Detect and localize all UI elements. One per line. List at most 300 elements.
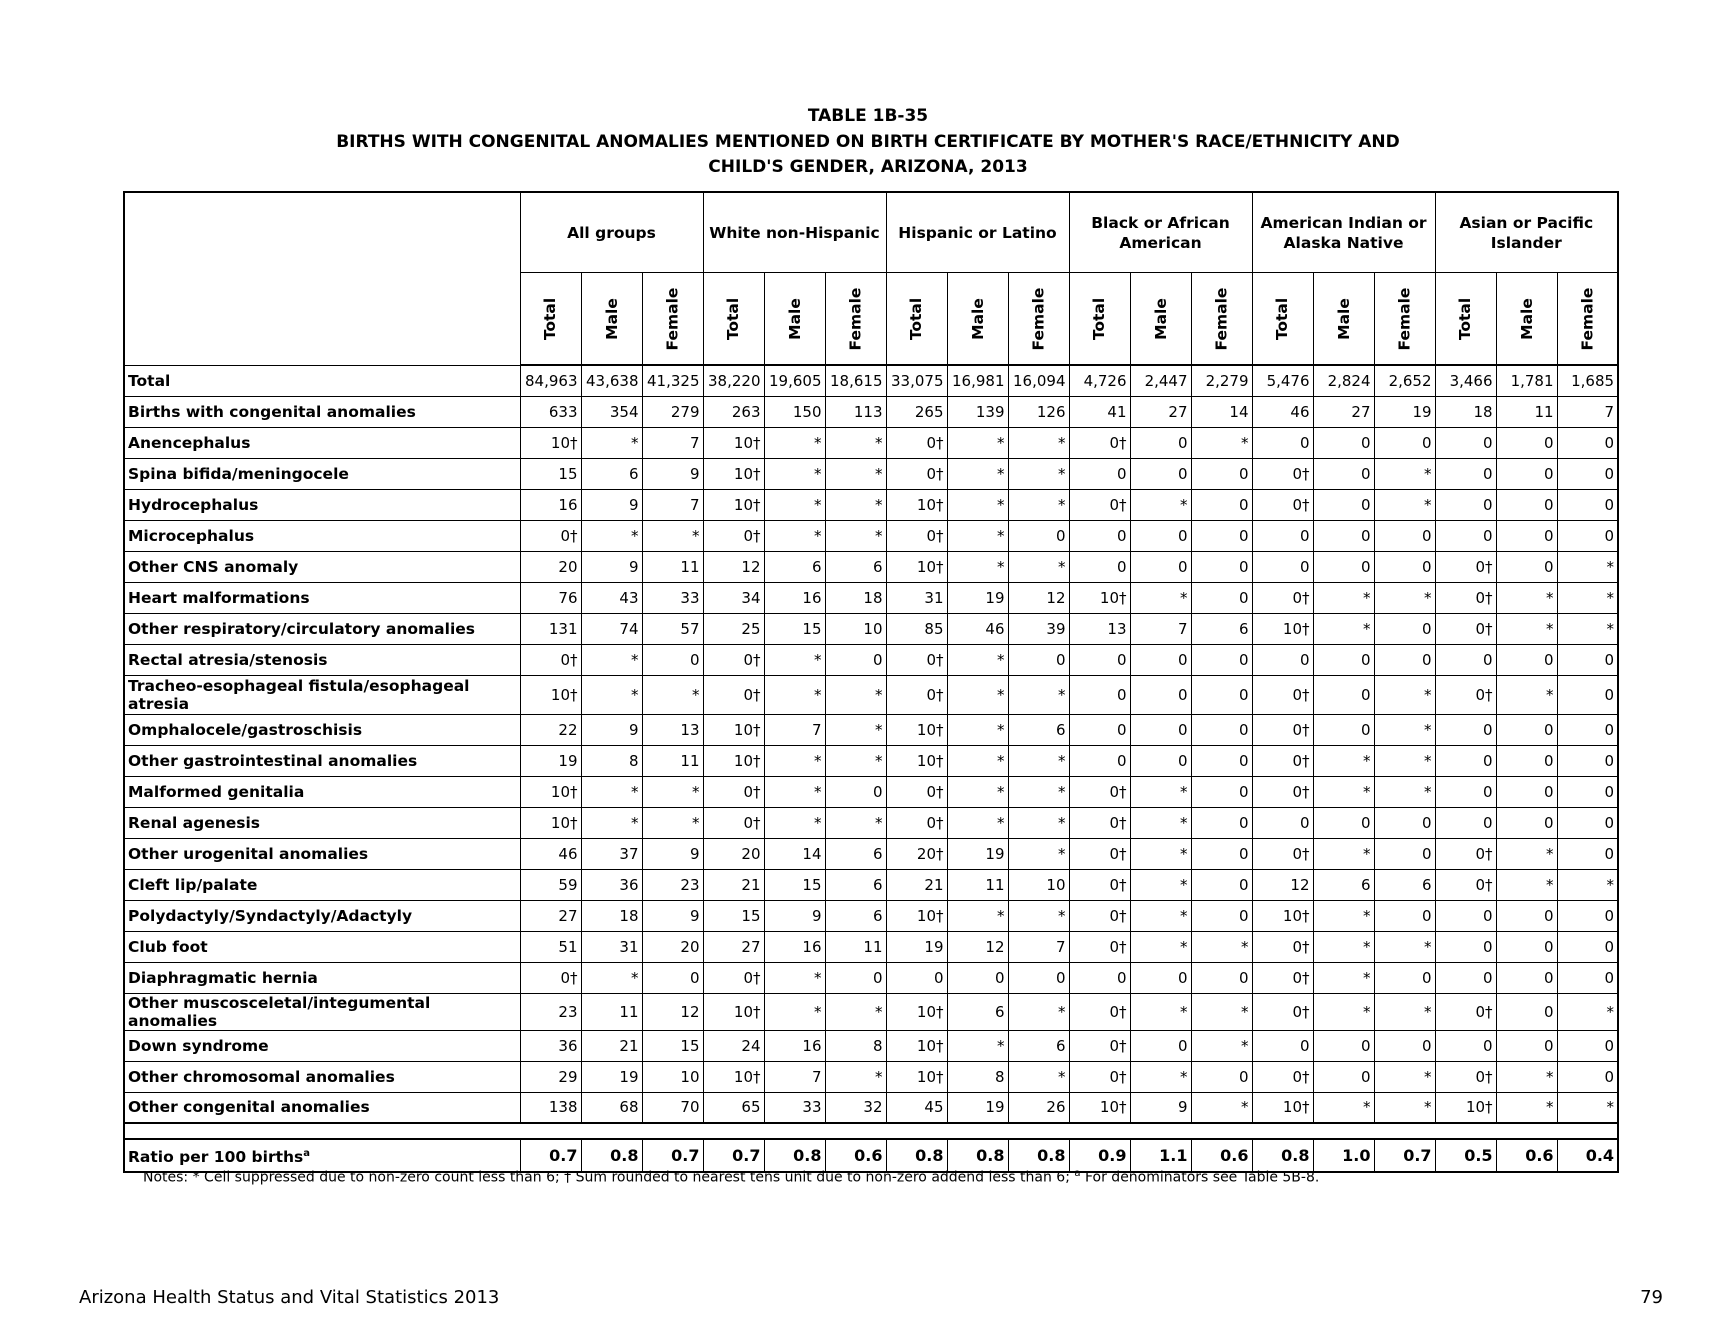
table-cell: 21 [703,869,764,900]
table-cell: 0 [1130,520,1191,551]
table-cell: * [825,489,886,520]
table-cell: 14 [764,838,825,869]
table-cell: 0† [703,675,764,714]
table-cell: 6 [1008,1030,1069,1061]
table-cell: 0† [886,458,947,489]
table-cell: * [764,427,825,458]
table-cell: 0 [1191,675,1252,714]
table-cell: 0 [1496,520,1557,551]
table-cell: 33 [764,1092,825,1123]
table-cell: 10† [520,807,581,838]
table-cell: 0 [1252,551,1313,582]
row-label: Cleft lip/palate [124,869,520,900]
table-row [124,520,1618,551]
table-cell: 0 [886,962,947,993]
table-cell: 0† [703,807,764,838]
table-cell: 36 [581,869,642,900]
table-cell: * [825,745,886,776]
table-cell: 57 [642,613,703,644]
table-cell: 0 [1130,458,1191,489]
table-cell: * [764,675,825,714]
table-cell: 0 [1557,1030,1618,1061]
table-cell: 7 [1557,396,1618,427]
table-cell: 15 [764,613,825,644]
table-cell: 21 [581,1030,642,1061]
table-cell: 5,476 [1252,365,1313,396]
table-cell: 0† [1252,714,1313,745]
column-subheader [581,273,642,366]
column-subheader-label: Total [1273,297,1292,340]
table-cell: * [947,807,1008,838]
table-row [124,776,1618,807]
table-cell: 6 [581,458,642,489]
table-cell: 0 [1191,869,1252,900]
table-number: TABLE 1B-35 [807,106,929,126]
table-cell: 7 [1008,931,1069,962]
table-cell: 0 [1496,931,1557,962]
table-cell: * [1191,427,1252,458]
table-cell: 20 [520,551,581,582]
table-cell: 19 [947,838,1008,869]
column-subheader [642,273,703,366]
column-subheader-label: Male [602,297,621,340]
table-cell: 138 [520,1092,581,1123]
column-subheader [1008,273,1069,366]
table-cell: 0 [1374,807,1435,838]
table-cell: 29 [520,1061,581,1092]
table-cell: 0 [1191,1061,1252,1092]
table-cell: 0 [1252,1030,1313,1061]
table-cell: 10† [520,776,581,807]
table-cell: 0† [1252,838,1313,869]
table-row [124,365,1618,396]
table-cell: 0 [1130,745,1191,776]
table-cell: 0 [1496,745,1557,776]
table-cell: 0 [1069,962,1130,993]
table-cell: 0† [703,644,764,675]
table-cell: * [825,807,886,838]
table-cell: 0 [1008,962,1069,993]
table-cell: 0 [1313,520,1374,551]
column-subheader [825,273,886,366]
table-cell: * [1557,1092,1618,1123]
table-cell: 0 [642,644,703,675]
table-cell: 0† [703,520,764,551]
column-subheader [947,273,1008,366]
table-cell: * [1374,931,1435,962]
table-cell: * [947,745,1008,776]
table-cell: 11 [581,993,642,1030]
table-cell: * [1374,489,1435,520]
table-cell: 19 [520,745,581,776]
table-cell: 0 [1435,489,1496,520]
column-subheader [1069,273,1130,366]
table-cell: 23 [642,869,703,900]
table-row [124,427,1618,458]
table-cell: * [1130,807,1191,838]
table-cell: * [1496,1092,1557,1123]
table-cell: 12 [1252,869,1313,900]
table-cell: 0 [1191,489,1252,520]
row-label: Other chromosomal anomalies [124,1061,520,1092]
table-notes [143,1168,1319,1186]
table-cell: 10† [703,714,764,745]
table-cell: 10† [886,745,947,776]
table-cell: * [1130,869,1191,900]
table-cell: 39 [1008,613,1069,644]
table-cell: * [1313,993,1374,1030]
table-cell: 14 [1191,396,1252,427]
column-subheader [1374,273,1435,366]
table-cell: 0 [1252,427,1313,458]
column-subheader-label: Female [846,287,865,350]
ratio-cell: 0.8 [886,1139,947,1172]
row-label: Tracheo-esophageal fistula/esophageal atresia [124,675,520,714]
table-cell: 12 [1008,582,1069,613]
table-cell: 0 [1313,427,1374,458]
table-cell: 0 [1557,675,1618,714]
table-cell: 85 [886,613,947,644]
table-cell: 12 [947,931,1008,962]
table-cell: 0 [1374,644,1435,675]
table-cell: 70 [642,1092,703,1123]
table-cell: 43,638 [581,365,642,396]
table-cell: 0 [1130,427,1191,458]
column-subheader-label: Male [785,297,804,340]
table-cell: 0 [1069,675,1130,714]
table-cell: * [1008,551,1069,582]
table-cell: * [581,427,642,458]
table-cell: * [642,776,703,807]
table-cell: * [1313,745,1374,776]
table-cell: 0 [1191,458,1252,489]
table-cell: * [1008,807,1069,838]
table-cell: 7 [1130,613,1191,644]
table-cell: 19 [947,1092,1008,1123]
table-row [124,551,1618,582]
table-cell: 11 [642,745,703,776]
table-cell: 0† [886,807,947,838]
table-cell: 0 [1435,745,1496,776]
table-row [124,1092,1618,1123]
table-cell: * [1130,582,1191,613]
table-cell: 38,220 [703,365,764,396]
table-cell: * [1130,489,1191,520]
table-cell: 0 [1191,551,1252,582]
row-label: Omphalocele/gastroschisis [124,714,520,745]
column-subheader-label: Female [1578,287,1597,350]
table-cell: 633 [520,396,581,427]
column-subheader-label: Male [1151,297,1170,340]
ratio-cell: 0.6 [1496,1139,1557,1172]
notes-text: Notes: * Cell suppressed due to non-zero count less than 6; † Sum rounded to nearest tens unit due to non-zero addend less than 6; [143,1169,1075,1186]
table-cell: * [1008,489,1069,520]
table-cell: 41,325 [642,365,703,396]
table-cell: 0† [1435,838,1496,869]
ratio-cell: 0.7 [1374,1139,1435,1172]
row-label: Microcephalus [124,520,520,551]
table-cell: 0 [1557,427,1618,458]
table-row [124,838,1618,869]
table-cell: 31 [581,931,642,962]
table-cell: * [947,1030,1008,1061]
table-cell: 0† [1252,458,1313,489]
table-cell: 0 [1191,900,1252,931]
table-cell: 0† [520,962,581,993]
table-cell: 11 [642,551,703,582]
table-cell: 6 [1313,869,1374,900]
table-cell: 0 [1313,458,1374,489]
table-cell: * [1008,745,1069,776]
table-cell: 0† [1069,900,1130,931]
table-cell: 15 [520,458,581,489]
table-cell: 0† [1252,993,1313,1030]
ratio-cell: 0.7 [642,1139,703,1172]
table-cell: 16 [764,582,825,613]
table-cell: 84,963 [520,365,581,396]
table-cell: 2,824 [1313,365,1374,396]
table-cell: 0† [1252,962,1313,993]
table-cell: 10† [886,1061,947,1092]
table-cell: 0 [1557,900,1618,931]
table-cell: 0 [1008,520,1069,551]
table-row [124,582,1618,613]
column-subheader [1191,273,1252,366]
table-cell: 6 [947,993,1008,1030]
table-title-line1: BIRTHS WITH CONGENITAL ANOMALIES MENTIONED ON BIRTH CERTIFICATE BY MOTHER'S RACE/ETHNICITY AND [336,131,1400,152]
table-cell: 0† [1435,613,1496,644]
table-cell: 0† [703,776,764,807]
table-cell: * [642,807,703,838]
page-number: 79 [1640,1287,1663,1308]
table-cell: 0 [1374,520,1435,551]
column-subheader-label: Total [1090,297,1109,340]
table-cell: 10† [703,427,764,458]
table-cell: 0 [1191,520,1252,551]
table-cell: 0 [1496,776,1557,807]
table-cell: 0 [1191,745,1252,776]
table-cell: * [825,1061,886,1092]
table-cell: * [1496,838,1557,869]
table-cell: 10† [520,675,581,714]
column-subheader-label: Female [1029,287,1048,350]
table-cell: 0† [1069,838,1130,869]
table-cell: * [1008,838,1069,869]
table-cell: 16 [764,1030,825,1061]
table-cell: * [642,520,703,551]
table-cell: 0 [1496,427,1557,458]
table-cell: 22 [520,714,581,745]
table-cell: 0† [1252,489,1313,520]
table-cell: * [1313,1092,1374,1123]
table-cell: * [764,807,825,838]
table-cell: * [947,714,1008,745]
table-cell: * [1008,675,1069,714]
table-cell: * [1008,993,1069,1030]
table-cell: 0† [1069,807,1130,838]
data-table [123,191,1619,1173]
table-cell: 0 [1496,807,1557,838]
table-cell: 10† [703,993,764,1030]
table-cell: 27 [1130,396,1191,427]
table-cell: 0 [1435,644,1496,675]
table-cell: 0† [1435,1061,1496,1092]
table-cell: 15 [703,900,764,931]
table-cell: 0 [947,962,1008,993]
table-cell: 0† [1252,1061,1313,1092]
table-cell: 0 [1130,675,1191,714]
table-cell: 20† [886,838,947,869]
table-cell: 19 [886,931,947,962]
table-cell: 265 [886,396,947,427]
column-group-header: White non-Hispanic [703,192,886,273]
table-cell: 0 [1557,807,1618,838]
table-cell: 0 [1069,551,1130,582]
table-cell: 15 [642,1030,703,1061]
row-label: Renal agenesis [124,807,520,838]
column-subheader-label: Female [1395,287,1414,350]
table-cell: * [1008,900,1069,931]
table-cell: * [581,776,642,807]
row-label: Other urogenital anomalies [124,838,520,869]
table-cell: 10† [886,1030,947,1061]
table-cell: 263 [703,396,764,427]
table-spacer-row [124,1123,1618,1139]
row-label: Malformed genitalia [124,776,520,807]
table-cell: 9 [642,900,703,931]
table-cell: * [1557,869,1618,900]
table-cell: 0† [1435,551,1496,582]
table-cell: 10† [1435,1092,1496,1123]
table-cell: * [764,745,825,776]
table-cell: 0 [1557,745,1618,776]
table-cell: 7 [764,1061,825,1092]
table-cell: * [947,458,1008,489]
table-cell: 0 [642,962,703,993]
table-cell: 0† [1069,427,1130,458]
row-label: Hydrocephalus [124,489,520,520]
table-cell: 0† [703,962,764,993]
table-cell: 23 [520,993,581,1030]
table-cell: 0 [1313,644,1374,675]
table-cell: 0 [1557,644,1618,675]
table-cell: 6 [1191,613,1252,644]
table-cell: 0 [1496,458,1557,489]
footer-publication-title: Arizona Health Status and Vital Statistics 2013 [79,1287,500,1308]
column-group-header: All groups [520,192,703,273]
table-cell: * [1374,714,1435,745]
table-cell: * [1008,458,1069,489]
table-cell: * [947,427,1008,458]
table-cell: 0 [1191,644,1252,675]
ratio-label-text: Ratio per 100 births [128,1148,304,1167]
table-cell: 0 [1496,993,1557,1030]
table-cell: 6 [764,551,825,582]
table-cell: * [1313,582,1374,613]
column-subheader-label: Male [968,297,987,340]
table-cell: 16,094 [1008,365,1069,396]
table-cell: 6 [825,551,886,582]
table-cell: 0 [825,962,886,993]
table-cell: 15 [764,869,825,900]
table-cell: 9 [642,458,703,489]
ratio-cell: 1.0 [1313,1139,1374,1172]
table-row [124,1061,1618,1092]
table-cell: 4,726 [1069,365,1130,396]
table-cell: * [1374,1092,1435,1123]
table-cell: 0 [1435,520,1496,551]
table-cell: * [1557,993,1618,1030]
table-cell: * [764,489,825,520]
table-cell: * [1191,993,1252,1030]
table-cell: 7 [764,714,825,745]
table-cell: 0 [1313,807,1374,838]
table-cell: * [1008,427,1069,458]
ratio-cell: 1.1 [1130,1139,1191,1172]
table-row [124,962,1618,993]
table-cell: 0† [1069,489,1130,520]
table-cell: 0† [886,776,947,807]
table-cell: 0 [1435,1030,1496,1061]
table-cell: 0 [1374,613,1435,644]
table-cell: 51 [520,931,581,962]
table-cell: * [1130,838,1191,869]
table-cell: 0 [1313,675,1374,714]
table-cell: 113 [825,396,886,427]
row-label: Total [124,365,520,396]
table-cell: 34 [703,582,764,613]
table-row [124,714,1618,745]
table-cell: * [581,807,642,838]
row-label: Other CNS anomaly [124,551,520,582]
table-cell: 0 [1069,644,1130,675]
table-cell: 0 [1374,1030,1435,1061]
table-cell: 0 [1191,776,1252,807]
table-cell: 74 [581,613,642,644]
table-cell: 0† [1435,993,1496,1030]
table-cell: 0† [1252,776,1313,807]
table-cell: 6 [1008,714,1069,745]
table-row [124,993,1618,1030]
table-cell: * [1496,675,1557,714]
table-cell: * [764,993,825,1030]
table-cell: 10† [703,489,764,520]
table-cell: * [947,489,1008,520]
table-cell: 10† [1252,900,1313,931]
row-label: Polydactyly/Syndactyly/Adactyly [124,900,520,931]
table-cell: 0 [1313,1061,1374,1092]
table-cell: 0 [1313,489,1374,520]
table-cell: 10† [886,714,947,745]
column-subheader-label: Total [1456,297,1475,340]
table-row [124,458,1618,489]
column-subheader [886,273,947,366]
table-cell: 0 [825,776,886,807]
table-cell: 0 [1435,714,1496,745]
table-cell: 150 [764,396,825,427]
table-cell: * [764,644,825,675]
table-row [124,807,1618,838]
table-cell: 0 [1557,1061,1618,1092]
table-cell: 27 [703,931,764,962]
column-subheader-label: Total [541,297,560,340]
table-cell: 0 [1313,551,1374,582]
column-subheader [520,273,581,366]
table-cell: 0 [1374,900,1435,931]
column-group-header: American Indian or Alaska Native [1252,192,1435,273]
table-cell: 0 [1435,458,1496,489]
table-row [124,489,1618,520]
